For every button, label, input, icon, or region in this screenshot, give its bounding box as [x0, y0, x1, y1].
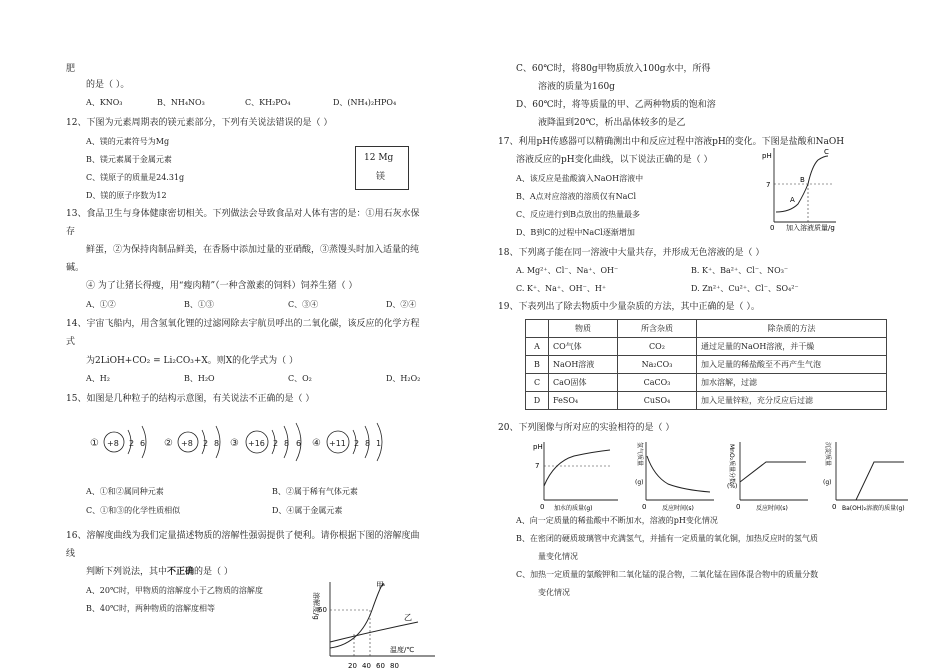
sol-x-tick-60: 60	[376, 662, 385, 670]
q13-option-a: A、①②	[86, 300, 116, 309]
q16-option-d-line2: 液降温到20℃，析出晶体较多的是乙	[538, 118, 686, 128]
sol-y-tick-60: 60	[318, 606, 327, 614]
q16-line3-c: 的是（ ）	[194, 567, 233, 577]
table-cell: NaOH溶液	[549, 356, 618, 374]
table-header-cell: 除杂质的方法	[697, 320, 887, 338]
table-header-cell: 物质	[549, 320, 618, 338]
q17-option-a: A、该反应是盐酸滴入NaOH溶液中	[516, 174, 644, 183]
particle-3-shell-2: 8	[284, 439, 290, 448]
table-row	[526, 374, 887, 392]
q12-option-c: C、镁原子的质量是24.31g	[86, 173, 185, 182]
g4-y-label: 沉淀质量	[824, 442, 831, 467]
g3-origin: 0	[736, 503, 741, 511]
q11-option-d: D、(NH₄)₂HPO₄	[333, 98, 397, 107]
table-cell: CaCO₃	[618, 374, 697, 392]
q16-line1: 16、溶解度曲线为我们定量描述物质的溶解性强弱提供了便利。请你根据下图的溶解度曲	[66, 531, 420, 541]
table-cell: 加入足量的稀盐酸至不再产生气泡	[697, 356, 887, 374]
table-header-row	[526, 320, 887, 338]
g3-y-label: MnO₂质量分数	[728, 444, 735, 485]
q17-option-c: C、反应进行到B点放出的热量最多	[516, 210, 640, 219]
q16-line3	[86, 566, 233, 578]
table-row	[526, 356, 887, 374]
particle-3	[230, 423, 301, 461]
q20-graph-4	[822, 438, 912, 514]
g2-y-label: 氢气质量	[636, 442, 643, 467]
q12-option-d: D、镁的原子序数为12	[86, 191, 167, 200]
ph-y-label: pH	[762, 152, 772, 160]
table-cell: A	[526, 338, 549, 356]
particle-4-nucleus: +11	[329, 439, 346, 448]
q12-option-b: B、镁元素属于金属元素	[86, 155, 172, 164]
particle-2-shell-2: 8	[214, 439, 220, 448]
q16-option-a: A、20℃时，甲物质的溶解度小于乙物质的溶解度	[86, 586, 263, 595]
particle-2	[164, 426, 220, 458]
solubility-curve-graph	[300, 576, 440, 671]
q13-line3: 鲜蛋，②为保持肉制品鲜美，在香肠中添加过量的亚硝酸，③蒸馒头时加入适量的纯	[86, 245, 420, 255]
g1-y-tick-7: 7	[535, 462, 540, 470]
g4-curve	[836, 462, 904, 500]
g3-x-label: 反应时间(s)	[756, 505, 788, 512]
q14-option-b: B、H₂O	[184, 374, 215, 383]
particle-1	[90, 426, 146, 458]
g3-y-unit: (%)	[727, 483, 738, 490]
q13-option-d: D、②④	[386, 300, 417, 309]
q15-option-a: A、①和②属同种元素	[86, 487, 164, 496]
q16-option-c-line2: 溶液的质量为160g	[538, 82, 615, 92]
q17-line2: 溶液反应的pH变化曲线，以下说法正确的是（ ）	[516, 155, 713, 165]
q16-option-d-line1: D、60℃时，将等质量的甲、乙两种物质的饱和溶	[516, 100, 716, 110]
q20-option-b-line1: B、在密闭的硬质玻璃管中充满氢气，并插有一定质量的氧化铜，加热反应时的氢气质	[516, 534, 818, 543]
mg-number-symbol: 12 Mg	[364, 153, 394, 163]
g1-y-label: pH	[533, 443, 543, 451]
g4-y-unit: (g)	[823, 479, 832, 486]
q18-option-c: C. K⁺、Na⁺、OH⁻、H⁺	[516, 284, 607, 293]
particle-1-shell-2: 6	[140, 439, 146, 448]
q20-graph-1	[532, 438, 622, 514]
table-cell: 通过足量的NaOH溶液，并干燥	[697, 338, 887, 356]
table-cell: 加水溶解，过滤	[697, 374, 887, 392]
particle-4	[312, 423, 382, 461]
q17-line1: 17、利用pH传感器可以精确测出中和反应过程中溶液pH的变化。下图是盐酸和NaOH	[498, 137, 845, 147]
table-cell: FeSO₄	[549, 392, 618, 410]
g4-x-label: Ba(OH)₂溶液的质量(g)	[842, 505, 905, 512]
table-cell: Na₂CO₃	[618, 356, 697, 374]
impurity-removal-table	[525, 319, 887, 410]
ph-point-a: A	[790, 196, 795, 204]
q12-option-a: A、镁的元素符号为Mg	[86, 137, 170, 146]
particle-3-shell-3: 6	[296, 439, 302, 448]
q11-head: 肥	[66, 64, 76, 74]
sol-series-jia: 甲	[376, 581, 384, 590]
particle-2-label: ②	[164, 438, 173, 449]
particle-4-shell-2: 8	[365, 439, 371, 448]
g2-x-label: 反应时间(s)	[662, 505, 694, 512]
q11-option-c: C、KH₂PO₄	[245, 98, 291, 107]
particle-4-label: ④	[312, 438, 321, 449]
ph-x-label: 加入溶液质量/g	[786, 224, 835, 232]
q14-line1: 14、宇宙飞船内，用含氢氧化锂的过滤网除去宇航员呼出的二氧化碳，该反应的化学方程	[66, 319, 420, 329]
q16-line3-a: 判断下列说法，其中	[86, 567, 168, 577]
ph-point-b: B	[800, 176, 805, 184]
q14-option-a: A、H₂	[86, 374, 110, 383]
sol-curve-jia	[330, 584, 384, 648]
particle-2-shell-1: 2	[203, 439, 209, 448]
q19-stem: 19、下表列出了除去物质中少量杂质的方法，其中正确的是（ ）。	[498, 302, 760, 312]
q16-line3-emphasis: 不正确	[167, 567, 195, 577]
ph-change-graph	[760, 144, 840, 232]
q15-stem: 15、如图是几种粒子的结构示意图，有关说法不正确的是（ ）	[66, 394, 315, 404]
sol-x-tick-80: 80	[390, 662, 399, 670]
q14-option-d: D、H₂O₂	[386, 374, 421, 383]
magnesium-element-card	[355, 146, 409, 190]
particle-3-shell-1: 2	[273, 439, 279, 448]
q13-line5: ④ 为了让猪长得瘦，用“瘦肉精”（一种含激素的饲料）饲养生猪（ ）	[86, 281, 358, 291]
sol-series-yi: 乙	[404, 613, 412, 622]
ph-y-tick-7: 7	[766, 181, 771, 189]
q20-option-c-line2: 变化情况	[538, 588, 570, 597]
particle-1-label: ①	[90, 438, 99, 449]
q16-option-c-line1: C、60℃时，将80g甲物质放入100g水中，所得	[516, 64, 711, 74]
q14-line2: 式	[66, 337, 76, 347]
q15-option-d: D、④属于金属元素	[272, 506, 343, 515]
particle-2-nucleus: +8	[181, 439, 193, 448]
table-cell: CO₂	[618, 338, 697, 356]
table-header-cell: 所含杂质	[618, 320, 697, 338]
table-cell: CO气体	[549, 338, 618, 356]
table-row	[526, 392, 887, 410]
ph-point-c: C	[824, 148, 829, 156]
g3-curve	[740, 462, 806, 482]
q11-option-b: B、NH₄NO₃	[157, 98, 205, 107]
table-row	[526, 338, 887, 356]
q20-option-c-line1: C、加热一定质量的氯酸钾和二氧化锰的混合物，二氧化锰在固体混合物中的质量分数	[516, 570, 819, 579]
ph-origin: 0	[770, 224, 775, 232]
q14-option-c: C、O₂	[288, 374, 312, 383]
q18-option-a: A. Mg²⁺、Cl⁻、Na⁺、OH⁻	[516, 266, 619, 275]
particle-3-nucleus: +16	[248, 439, 265, 448]
particle-4-shell-1: 2	[354, 439, 360, 448]
q13-line4: 碱。	[66, 263, 85, 273]
q13-option-c: C、③④	[288, 300, 319, 309]
q16-option-b: B、40℃时，两种物质的溶解度相等	[86, 604, 216, 613]
q18-stem: 18、下列离子能在同一溶液中大量共存，并形成无色溶液的是（ ）	[498, 248, 765, 258]
table-cell: D	[526, 392, 549, 410]
g2-origin: 0	[642, 503, 647, 511]
q15-option-c: C、①和③的化学性质相似	[86, 506, 181, 515]
g2-curve	[647, 456, 710, 492]
q17-option-d: D、B到C的过程中NaCl逐渐增加	[516, 228, 635, 237]
q20-stem: 20、下列图像与所对应的实验相符的是（ ）	[498, 423, 675, 433]
q17-option-b: B、A点对应溶液的溶质仅有NaCl	[516, 192, 637, 201]
table-cell: 加入足量锌粒，充分反应后过滤	[697, 392, 887, 410]
sol-x-tick-20: 20	[348, 662, 357, 670]
q20-option-b-line2: 量变化情况	[538, 552, 578, 561]
q14-line3: 为2LiOH+CO₂ = Li₂CO₃+X。则X的化学式为（ ）	[86, 356, 299, 366]
q20-graph-3	[726, 438, 812, 514]
q13-option-b: B、①③	[184, 300, 214, 309]
particle-4-shell-3: 1	[376, 439, 382, 448]
q18-option-d: D. Zn²⁺、Cu²⁺、Cl⁻、SO₄²⁻	[691, 284, 799, 293]
sol-y-label: 溶解度/g	[312, 592, 320, 620]
table-cell: CuSO₄	[618, 392, 697, 410]
g1-curve	[544, 450, 610, 486]
g4-origin: 0	[832, 503, 837, 511]
g1-x-label: 加水的质量(g)	[554, 505, 593, 512]
q20-graph-2	[634, 438, 718, 514]
q20-option-a: A、向一定质量的稀盐酸中不断加水，溶液的pH变化情况	[516, 516, 718, 525]
q13-line2: 存	[66, 227, 76, 237]
table-cell: CaO固体	[549, 374, 618, 392]
sol-x-tick-40: 40	[362, 662, 371, 670]
g2-y-unit: (g)	[635, 479, 644, 486]
particle-3-label: ③	[230, 438, 239, 449]
sol-curve-yi	[330, 622, 418, 642]
q11-option-a: A、KNO₃	[86, 98, 123, 107]
table-header-cell	[526, 320, 549, 338]
q18-option-b: B. K⁺、Ba²⁺、Cl⁻、NO₃⁻	[691, 266, 789, 275]
table-cell: C	[526, 374, 549, 392]
table-cell: B	[526, 356, 549, 374]
particle-1-nucleus: +8	[107, 439, 119, 448]
mg-name: 镁	[376, 172, 386, 182]
q16-line2: 线	[66, 549, 76, 559]
q12-stem: 12、下图为元素周期表的镁元素部分，下列有关说法错误的是（ ）	[66, 118, 333, 128]
q13-line1: 13、食品卫生与身体健康密切相关。下列做法会导致食品对人体有害的是：①用石灰水保	[66, 209, 420, 219]
particle-structure-diagrams	[80, 418, 415, 466]
particle-1-shell-1: 2	[129, 439, 135, 448]
q11-body: 的是（ ）。	[86, 80, 130, 90]
sol-x-label: 温度/℃	[390, 646, 415, 654]
g1-origin: 0	[540, 503, 545, 511]
q15-option-b: B、②属于稀有气体元素	[272, 487, 358, 496]
